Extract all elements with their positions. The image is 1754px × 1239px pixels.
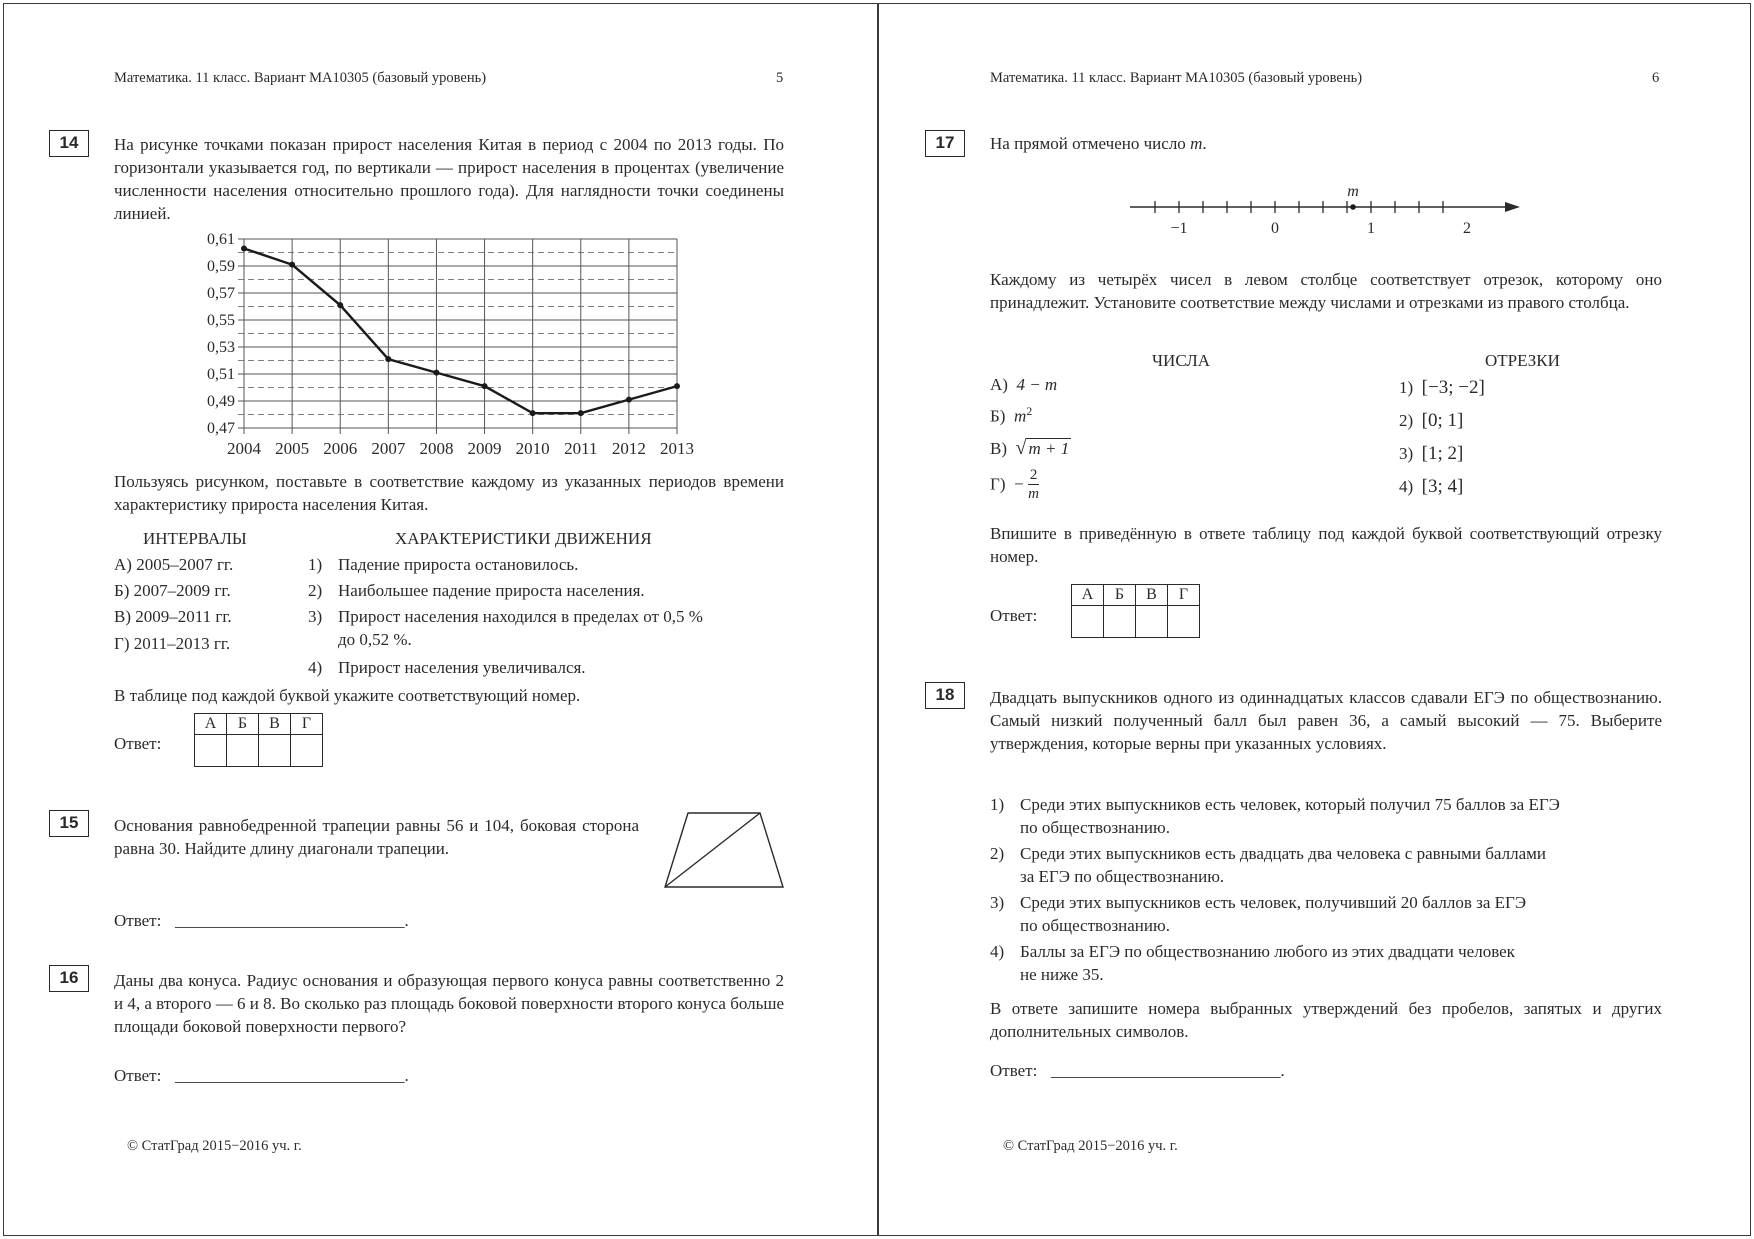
data-point bbox=[626, 397, 632, 403]
numbers-header: ЧИСЛА bbox=[1152, 351, 1211, 370]
segment-4-text: [3; 4] bbox=[1421, 476, 1464, 497]
question-14-text: На рисунке точками показан прирост населения Китая в период с 2004 по 2013 годы. По горизонтали указывается год, по вертикали — прирост населения в процентах (увеличение численности населения относительно прошлого года). Для наглядности точки соединены линией. bbox=[114, 135, 784, 223]
statement-3-line2: по обществознанию. bbox=[1020, 916, 1170, 935]
trapezoid-shape bbox=[665, 813, 783, 887]
question-17-dot: . bbox=[1202, 134, 1207, 153]
interval-a: А) 2005–2007 гг. bbox=[114, 555, 234, 574]
number-line-arrow-icon bbox=[1505, 202, 1520, 212]
number-line-point-m bbox=[1350, 204, 1356, 210]
number-v-expr: m + 1 bbox=[1028, 439, 1070, 458]
number-v-letter: В) bbox=[990, 439, 1007, 458]
series-line bbox=[244, 248, 677, 413]
statement-3-line1: Среди этих выпускников есть человек, получивший 20 баллов за ЕГЭ bbox=[1020, 893, 1527, 912]
statement-2-line2: за ЕГЭ по обществознанию. bbox=[1020, 867, 1225, 886]
answer-cell-v[interactable] bbox=[259, 735, 291, 767]
segment-3-num: 3) bbox=[1399, 444, 1414, 463]
characteristic-1-text: Падение прироста остановилось. bbox=[338, 555, 579, 574]
statement-4-line2: не ниже 35. bbox=[1020, 965, 1104, 984]
question-15-number: 15 bbox=[49, 810, 89, 837]
y-tick-label: 0,49 bbox=[207, 393, 235, 410]
number-a bbox=[990, 375, 1057, 395]
data-point bbox=[433, 370, 439, 376]
segment-1 bbox=[1399, 377, 1485, 399]
question-15-answer-label: Ответ: bbox=[114, 911, 162, 930]
segment-4-num: 4) bbox=[1399, 477, 1414, 496]
question-16-text: Даны два конуса. Радиус основания и образующая первого конуса равны соответственно 2 и 4, а второго — 6 и 8. Во сколько раз площадь боковой поверхности второго конуса больше площади боковой поверхности первого? bbox=[114, 971, 784, 1036]
interval-g: Г) 2011–2013 гг. bbox=[114, 634, 231, 653]
x-tick-label: 2009 bbox=[467, 439, 502, 458]
characteristic-1-num: 1) bbox=[308, 555, 323, 574]
y-tick-label: 0,51 bbox=[207, 366, 235, 383]
right-header: Математика. 11 класс. Вариант МА10305 (базовый уровень) bbox=[990, 70, 1363, 86]
characteristic-3-text-cont: до 0,52 %. bbox=[338, 630, 412, 649]
number-b-exponent: 2 bbox=[1026, 404, 1033, 418]
segment-1-text: [−3; −2] bbox=[1421, 377, 1485, 398]
interval-b: Б) 2007–2009 гг. bbox=[114, 581, 231, 600]
answer-cell-a[interactable] bbox=[195, 735, 227, 767]
x-tick-label: 2007 bbox=[371, 439, 406, 458]
question-14-answer-table bbox=[194, 713, 323, 767]
number-line-label-2: 2 bbox=[1463, 220, 1471, 237]
answer-cell-g[interactable] bbox=[291, 735, 323, 767]
segment-4 bbox=[1399, 476, 1463, 498]
x-tick-label: 2013 bbox=[660, 439, 694, 458]
question-17-answer-label: Ответ: bbox=[990, 606, 1038, 625]
number-line-label-minus1: −1 bbox=[1170, 220, 1188, 237]
table-header-b: Б bbox=[1104, 585, 1136, 606]
statement-1-num: 1) bbox=[990, 795, 1005, 814]
trapezoid-figure bbox=[660, 808, 786, 890]
question-18-answer-line[interactable]: ___________________________. bbox=[1051, 1061, 1285, 1080]
number-g-minus: − bbox=[1014, 474, 1024, 494]
question-17-text2: Каждому из четырёх чисел в левом столбце соответствует отрезок, которому оно принадлежит. Установите соответствие между числами и отрезками из правого столбца. bbox=[990, 270, 1662, 312]
question-14-table-instruction: В таблице под каждой буквой укажите соответствующий номер. bbox=[114, 686, 581, 705]
data-point bbox=[241, 245, 247, 251]
segment-2-num: 2) bbox=[1399, 411, 1414, 430]
y-tick-label: 0,57 bbox=[207, 285, 235, 302]
question-17-instruction: Впишите в приведённую в ответе таблицу под каждой буквой соответствующий отрезку номер. bbox=[990, 524, 1662, 566]
y-tick-label: 0,61 bbox=[207, 231, 235, 248]
left-footer: © СтатГрад 2015−2016 уч. г. bbox=[127, 1138, 302, 1154]
data-point bbox=[578, 410, 584, 416]
x-tick-label: 2008 bbox=[419, 439, 454, 458]
segment-2-text: [0; 1] bbox=[1421, 410, 1464, 431]
data-point bbox=[482, 383, 488, 389]
table-header-g: Г bbox=[291, 714, 323, 735]
table-header-g: Г bbox=[1168, 585, 1200, 606]
question-18-number: 18 bbox=[925, 682, 965, 709]
number-b-letter: Б) bbox=[990, 406, 1006, 426]
number-line-label-0: 0 bbox=[1271, 220, 1279, 237]
statement-1-line2: по обществознанию. bbox=[1020, 818, 1170, 837]
segment-1-num: 1) bbox=[1399, 378, 1414, 397]
number-v bbox=[990, 437, 1071, 460]
right-footer: © СтатГрад 2015−2016 уч. г. bbox=[1003, 1138, 1178, 1154]
y-tick-label: 0,55 bbox=[207, 312, 235, 329]
question-17-var: m bbox=[1190, 134, 1203, 153]
characteristic-2-text: Наибольшее падение прироста населения. bbox=[338, 581, 645, 600]
segment-3 bbox=[1399, 443, 1463, 465]
question-14-instruction: Пользуясь рисунком, поставьте в соответствие каждому из указанных периодов времени характеристику прироста населения Китая. bbox=[114, 472, 784, 514]
data-point bbox=[530, 410, 536, 416]
question-16-number: 16 bbox=[49, 965, 89, 992]
segment-2 bbox=[1399, 410, 1463, 432]
number-line-point-label: m bbox=[1347, 183, 1359, 200]
characteristic-3-num: 3) bbox=[308, 607, 323, 626]
question-15-answer-line[interactable]: ___________________________. bbox=[175, 911, 409, 930]
number-b bbox=[990, 404, 1032, 427]
question-17-lead: На прямой отмечено число bbox=[990, 134, 1186, 153]
x-tick-label: 2004 bbox=[227, 439, 261, 458]
answer-cell-v[interactable] bbox=[1136, 606, 1168, 638]
x-tick-label: 2005 bbox=[275, 439, 310, 458]
table-header-a: А bbox=[1072, 585, 1104, 606]
number-a-expr: 4 − m bbox=[1016, 375, 1058, 394]
x-tick-label: 2011 bbox=[564, 439, 598, 458]
characteristic-4-text: Прирост населения увеличивался. bbox=[338, 658, 586, 677]
number-line-label-1: 1 bbox=[1367, 220, 1375, 237]
segments-header: ОТРЕЗКИ bbox=[1485, 351, 1560, 370]
fraction-denominator: m bbox=[1028, 486, 1040, 502]
question-14-answer-label: Ответ: bbox=[114, 734, 162, 753]
question-17-text bbox=[990, 134, 1207, 154]
characteristics-header: ХАРАКТЕРИСТИКИ ДВИЖЕНИЯ bbox=[395, 529, 652, 548]
answer-cell-b[interactable] bbox=[227, 735, 259, 767]
data-point bbox=[337, 302, 343, 308]
trapezoid-diagonal bbox=[665, 813, 760, 887]
statement-2-num: 2) bbox=[990, 844, 1005, 863]
question-15-text: Основания равнобедренной трапеции равны 56 и 104, боковая сторона равна 30. Найдите длину диагонали трапеции. bbox=[114, 816, 639, 858]
y-tick-label: 0,59 bbox=[207, 258, 235, 275]
population-growth-chart bbox=[190, 228, 710, 464]
interval-v: В) 2009–2011 гг. bbox=[114, 607, 232, 626]
question-18-text: Двадцать выпускников одного из одиннадцатых классов сдавали ЕГЭ по обществознанию. Самый низкий полученный балл был равен 36, а самый высокий — 75. Выберите утверждения, которые верны при указанных условиях. bbox=[990, 688, 1662, 753]
y-tick-label: 0,47 bbox=[207, 420, 235, 437]
table-header-v: В bbox=[1136, 585, 1168, 606]
x-tick-label: 2006 bbox=[323, 439, 358, 458]
data-point bbox=[674, 383, 680, 389]
characteristic-4-num: 4) bbox=[308, 658, 323, 677]
characteristic-3-text: Прирост населения находился в пределах от 0,5 % bbox=[338, 607, 703, 626]
left-page-number: 5 bbox=[776, 70, 784, 86]
fraction-numerator: 2 bbox=[1029, 467, 1038, 483]
table-header-a: А bbox=[195, 714, 227, 735]
question-18-answer-label: Ответ: bbox=[990, 1061, 1038, 1080]
right-page-number: 6 bbox=[1652, 70, 1660, 86]
intervals-header: ИНТЕРВАЛЫ bbox=[143, 529, 247, 548]
answer-cell-g[interactable] bbox=[1168, 606, 1200, 638]
answer-cell-a[interactable] bbox=[1072, 606, 1104, 638]
y-tick-label: 0,53 bbox=[207, 339, 235, 356]
question-17-number: 17 bbox=[925, 130, 965, 157]
question-17-answer-table bbox=[1071, 584, 1200, 638]
data-point bbox=[289, 262, 295, 268]
number-g-letter: Г) bbox=[990, 474, 1006, 494]
characteristic-2-num: 2) bbox=[308, 581, 323, 600]
statement-4-num: 4) bbox=[990, 942, 1005, 961]
table-header-b: Б bbox=[227, 714, 259, 735]
number-line bbox=[1125, 180, 1525, 242]
statement-3-num: 3) bbox=[990, 893, 1005, 912]
question-18-instruction: В ответе запишите номера выбранных утверждений без пробелов, запятых и других дополнительных символов. bbox=[990, 999, 1662, 1041]
answer-cell-b[interactable] bbox=[1104, 606, 1136, 638]
number-b-base: m bbox=[1013, 406, 1027, 426]
question-14-number: 14 bbox=[49, 130, 89, 157]
statement-2-line1: Среди этих выпускников есть двадцать два человека с равными баллами bbox=[1020, 844, 1546, 863]
statement-4-line1: Баллы за ЕГЭ по обществознанию любого из этих двадцати человек bbox=[1020, 942, 1515, 961]
x-tick-label: 2012 bbox=[611, 439, 646, 458]
number-a-letter: А) bbox=[990, 375, 1008, 394]
table-header-v: В bbox=[259, 714, 291, 735]
question-16-answer-label: Ответ: bbox=[114, 1066, 162, 1085]
segment-3-text: [1; 2] bbox=[1421, 443, 1464, 464]
data-point bbox=[385, 356, 391, 362]
number-g bbox=[990, 466, 1039, 503]
sqrt-icon: √ bbox=[1015, 437, 1027, 459]
x-tick-label: 2010 bbox=[515, 439, 550, 458]
left-header: Математика. 11 класс. Вариант МА10305 (базовый уровень) bbox=[114, 70, 487, 86]
question-16-answer-line[interactable]: ___________________________. bbox=[175, 1066, 409, 1085]
statement-1-line1: Среди этих выпускников есть человек, который получил 75 баллов за ЕГЭ bbox=[1020, 795, 1560, 814]
